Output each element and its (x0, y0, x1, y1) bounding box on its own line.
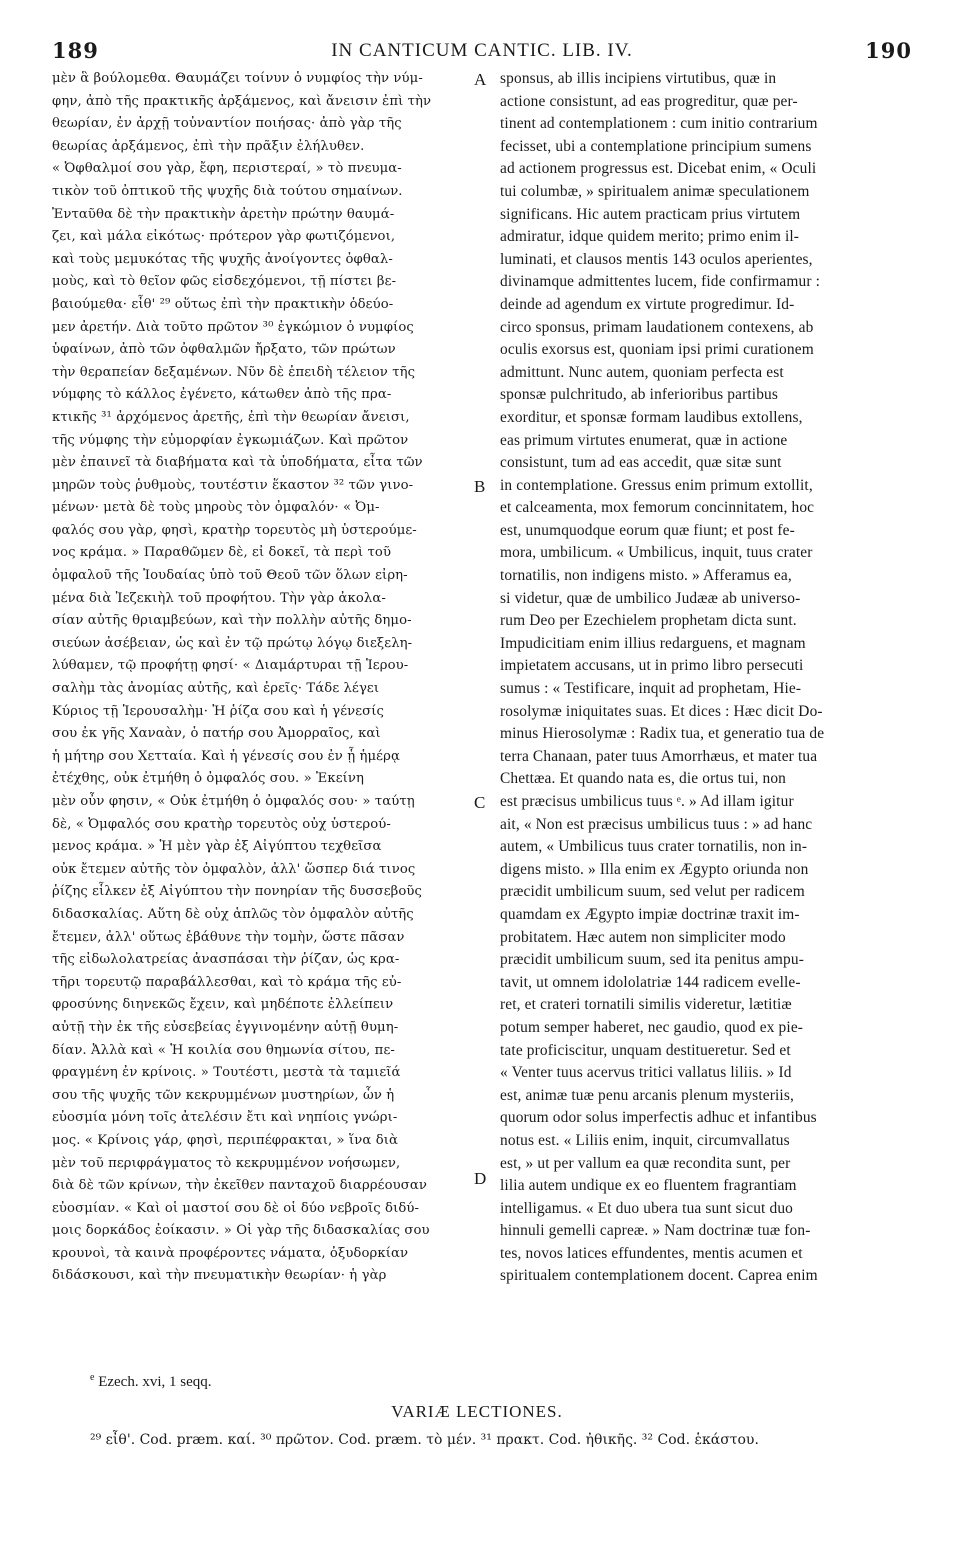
latin-column (500, 68, 912, 1288)
greek-text-line: τῆς εἰδωλολατρείας ἀνασπάσαι τὴν ῥίζαν, ὡς κρα- (52, 952, 400, 968)
greek-text-line: μὲν οὖν φησιν, « Οὐκ ἐτμήθη ὁ ὀμφαλός σου· » ταύτῃ (52, 794, 415, 809)
margin-mark-b: B (474, 477, 486, 496)
latin-text-line: ad actionem progressus est. Dicebat enim, « Oculi (500, 160, 817, 178)
latin-text-line: rum Deo per Ezechielem prophetam dicta sunt. (500, 612, 797, 630)
latin-text-line: sumus : « Testificare, inquit ad prophetam, Hie- (500, 680, 802, 698)
page-number-right: 190 (865, 38, 912, 63)
latin-text-line: actione consistunt, ad eas progreditur, quæ per- (500, 92, 798, 110)
greek-text-line: ὑφαίνων, ἀπὸ τῶν ὀφθαλμῶν ἤρξατο, τῶν πρώτων (52, 342, 396, 358)
greek-text-line: μοὺς, καὶ τὸ θεῖον φῶς εἰσδεχόμενοι, τῇ πίστει βε- (52, 274, 397, 290)
latin-text-line: præcidit umbilicum suum, sed ita penitus ampu- (500, 951, 804, 969)
latin-text-line: probitatem. Hæc autem non simpliciter modo (500, 928, 786, 946)
latin-text-line: tate proficiscitur, unquam destitueretur. Sed et (500, 1041, 791, 1059)
greek-text-line: τικὸν τοῦ ὀπτικοῦ τῆς ψυχῆς διὰ τούτου σημαίνων. (52, 183, 403, 199)
greek-text-line: ὀμφαλοῦ τῆς Ἰουδαίας ὑπὸ τοῦ Θεοῦ τῶν ὅλων εἰρη- (52, 568, 408, 584)
latin-text-line: ait, « Non est præcisus umbilicus tuus : » ad hanc (500, 815, 813, 833)
greek-text-line: δίαν. Ἀλλὰ καὶ « Ἡ κοιλία σου θημωνία σίτου, πε- (52, 1042, 395, 1058)
greek-text-line: μενος κράμα. » Ἡ μὲν γὰρ ἐξ Αἰγύπτου τεχθεῖσα (52, 839, 382, 855)
latin-text-line: potum semper haberet, nec gaudio, quod ex pie- (500, 1018, 804, 1036)
latin-text-line: et calceamenta, mox femorum concinnitatem, hoc (500, 499, 815, 517)
greek-text-line: φραγμένη ἐν κρίνοις. » Τουτέστι, μεστὰ τὰ ταμιεῖά (52, 1065, 401, 1081)
greek-text-line: ἐτέχθης, οὐκ ἐτμήθη ὁ ὀμφαλός σου. » Ἐκείνη (52, 771, 365, 787)
greek-text-line: τῆρι τορευτῷ παραβάλλεσθαι, καὶ τὸ κράμα τῆς εὐ- (52, 974, 402, 990)
latin-text-line: rosolymæ iniquitates suas. Et dices : Hæc dicit Do- (500, 702, 823, 720)
greek-text-line: διδασκαλίας. Αὕτη δὲ οὐχ ἁπλῶς τὸν ὀμφαλὸν αὐτῆς (52, 906, 414, 922)
greek-column (52, 68, 467, 1288)
greek-text-line: θεωρίαν, ἐν ἀρχῇ τοὐναντίον ποιήσας· ἀπὸ γὰρ τῆς (52, 116, 402, 132)
greek-text-line: μεν ἀρετήν. Διὰ τοῦτο πρῶτον ³⁰ ἐγκώμιον ὁ νυμφίος (52, 319, 414, 335)
latin-text-line: spiritualem contemplationem docent. Caprea enim (500, 1267, 818, 1285)
latin-text-line: est, animæ tuæ penu arcanis plenum mysteriis, (500, 1086, 794, 1104)
greek-text-line: σαλὴμ τὰς ἀνομίας αὐτῆς, καὶ ἐρεῖς· Τάδε λέγει (52, 681, 380, 697)
latin-text-line: autem, « Umbilicus tuus crater tornatilis, non in- (500, 838, 808, 856)
latin-text-line: tornatilis, non indigens misto. » Afferamus ea, (500, 567, 792, 585)
greek-text-line: Κύριος τῇ Ἱερουσαλὴμ· Ἡ ῥίζα σου καὶ ἡ γένεσίς (52, 703, 385, 719)
greek-text-line: τὴν θεραπείαν δεξαμένων. Νῦν δὲ ἐπειδὴ τέλειον τῆς (52, 364, 416, 380)
footnote-marker: e (90, 1372, 95, 1383)
greek-text-line: φην, ἀπὸ τῆς πρακτικῆς ἀρξάμενος, καὶ ἄνεισιν ἐπὶ τὴν (52, 93, 432, 109)
greek-text-line: νύμφης τὸ κάλλος ἐγένετο, κάτωθεν ἀπὸ τῆς πρα- (52, 387, 392, 403)
latin-text-line: exorditur, et sponsæ formam laudibus extollens, (500, 408, 803, 426)
latin-text-line: intelligamus. « Et duo ubera tua sunt sicut duo (500, 1199, 794, 1217)
latin-text-line: sponsæ pulchritudo, ab inferioribus partibus (500, 386, 779, 404)
greek-text-line: ζει, καὶ μάλα εἰκότως· πρότερον γὰρ φωτιζόμενοι, (52, 229, 396, 245)
greek-text-line: μένα διὰ Ἰεζεκιὴλ τοῦ προφήτου. Τὴν γὰρ ἀκολα- (52, 590, 386, 606)
latin-text-line: quorum odor solus imperfectis adhuc et infantibus (500, 1109, 817, 1127)
greek-text-line: φαλός σου γὰρ, φησὶ, κρατὴρ τορευτὸς μὴ ὑστερούμε- (52, 522, 417, 538)
latin-text-line: deinde ad agendum ex virtute progredimur. Id- (500, 295, 795, 313)
greek-text-line: εὐοσμία μόνη τοῖς ἀτελέσιν ἔτι καὶ νηπίοις γνώρι- (52, 1110, 398, 1126)
footnote-text: Ezech. xvi, 1 seqq. (98, 1374, 212, 1390)
latin-text-line: quamdam ex Ægypto impiæ doctrinæ traxit im- (500, 905, 800, 923)
latin-text-line: « Venter tuus acervus tritici vallatus liliis. » Id (500, 1064, 792, 1082)
latin-text-line: fecisset, ubi a contemplatione principium sumens (500, 137, 812, 155)
latin-text-line: tes, novos latices effundentes, mentis acumen et (500, 1244, 803, 1262)
greek-text-line: βαιούμεθα· εἶθ' ²⁹ οὕτως ἐπὶ τὴν πρακτικὴν ὁδεύο- (52, 296, 394, 312)
latin-text-line: præcidit umbilicum suum, sed velut per radicem (500, 883, 805, 901)
greek-text-line: αὐτῇ τὴν ἐκ τῆς εὐσεβείας ἐγγινομένην αὐτῇ θυμη- (52, 1019, 399, 1035)
latin-text-line: luminati, et clausos mentis 143 oculos aperientes, (500, 250, 813, 268)
latin-text-line: Chettæa. Et quando nata es, die ortus tui, non (500, 770, 787, 788)
latin-text-line: oculis exorsus est, quoniam ipsi primi curationem (500, 341, 814, 359)
latin-text-line: circo sponsus, primam laudationem contexens, ab (500, 318, 814, 336)
margin-mark-d: D (474, 1169, 487, 1188)
page-header (52, 38, 912, 66)
latin-text-line: eas primum virtutes enumerat, quæ in actione (500, 431, 788, 449)
latin-text-line: si videtur, quæ de umbilico Judææ ab universo- (500, 589, 801, 607)
greek-text-line: σου ἐκ γῆς Χαναὰν, ὁ πατήρ σου Ἀμορραῖος, καὶ (52, 726, 381, 742)
latin-text-line: digens misto. » Illa enim ex Ægypto oriunda non (500, 860, 809, 878)
latin-text-line: consistunt, tum ad eas accedit, quæ sitæ sunt (500, 454, 782, 472)
greek-text-line: ἔτεμεν, ἀλλ' οὕτως ἐβάθυνε τὴν τομὴν, ὥστε πᾶσαν (52, 929, 405, 945)
latin-text-line: terra Chanaan, pater tuus Amorrhæus, et mater tua (500, 747, 818, 765)
latin-text-line: significans. Hic autem practicam prius virtutem (500, 205, 801, 223)
greek-text-line: διὰ δὲ τῶν κρίνων, τὴν ἐκεῖθεν πανταχοῦ διαρρέουσαν (52, 1178, 427, 1194)
greek-text-line: σιεύων ἀσέβειαν, ὡς καὶ ἐν τῷ πρώτῳ λόγῳ διεξελη- (52, 635, 413, 651)
greek-text-line: φροσύνης διηνεκῶς ἔχειν, καὶ μηδέποτε ἐλλείπειν (52, 997, 394, 1013)
greek-text-line: καὶ τοὺς μεμυκότας τῆς ψυχῆς ἀνοίγοντες ὀφθαλ- (52, 251, 393, 267)
latin-text-line: est, » ut per vallum ea quæ recondita sunt, per (500, 1154, 791, 1172)
latin-text-line: divinamque admittentes lucem, fide confirmamur : (500, 273, 821, 291)
latin-text-line: est præcisus umbilicus tuus ᵉ. » Ad illam igitur (500, 793, 794, 810)
page-number-left: 189 (52, 38, 99, 63)
greek-text-line: θεωρίας ἀρξάμενος, ἐπὶ τὴν πρᾶξιν ἐλήλυθεν. (52, 138, 365, 154)
greek-text-line: λύθαμεν, τῷ προφήτῃ φησί· « Διαμάρτυραι τῇ Ἱερου- (52, 658, 409, 674)
latin-text-line: Impudicitiam enim illius redarguens, et magnam (500, 634, 806, 652)
latin-text-line: admittunt. Nunc autem, quoniam perfecta est (500, 363, 784, 381)
latin-text-line: tavit, ut omnem idololatriæ 144 radicem evelle- (500, 973, 801, 991)
greek-text-line: διδάσκουσι, καὶ τὴν πνευματικὴν θεωρίαν· ἡ γὰρ (52, 1268, 387, 1284)
footnote (90, 1372, 212, 1391)
greek-text-line: εὐοσμίαν. « Καὶ οἱ μαστοί σου δὲ οἱ δύο νεβροῖς διδύ- (52, 1200, 420, 1216)
latin-text-line: impietatem accusans, ut in primo libro persecuti (500, 657, 804, 675)
greek-text-line: Ἐνταῦθα δὲ τὴν πρακτικὴν ἀρετὴν πρώτην θαυμά- (52, 206, 395, 222)
latin-text-line: est, unumquodque eorum quæ fiunt; et post fe- (500, 521, 795, 539)
greek-text-line: μοις δορκάδος ἐοίκασιν. » Οἱ γὰρ τῆς διδασκαλίας σου (52, 1223, 430, 1239)
latin-text-line: hinnuli gemelli capreæ. » Nam doctrinæ tuæ fon- (500, 1222, 811, 1240)
running-title: IN CANTICUM CANTIC. LIB. IV. (331, 40, 633, 61)
latin-text-line: tui columbæ, » spiritualem animæ speculationem (500, 182, 810, 200)
greek-text-line: μηρῶν τοὺς ῥυθμοὺς, τουτέστιν ἕκαστον ³² τῶν γινο- (52, 477, 414, 493)
greek-text-line: μὲν ἃ βούλομεθα. Θαυμάζει τοίνυν ὁ νυμφίος τὴν νύμ- (52, 71, 423, 86)
latin-text-line: admiratur, idque quidem merito; primo enim il- (500, 228, 800, 246)
greek-text-line: μὲν τοῦ περιφράγματος τὸ κεκρυμμένον νοήσωμεν, (52, 1155, 401, 1171)
latin-text-line: mora, umbilicum. « Umbilicus, inquit, tuus crater (500, 544, 813, 562)
margin-mark-a: A (474, 70, 487, 89)
variae-lectiones-title: VARIÆ LECTIONES. (391, 1402, 563, 1421)
latin-text-line: in contemplatione. Gressus enim primum extollit, (500, 476, 813, 494)
greek-text-line: νος κράμα. » Παραθῶμεν δὲ, εἰ δοκεῖ, τὰ περὶ τοῦ (52, 545, 392, 561)
greek-text-line: μος. « Κρίνοις γάρ, φησὶ, περιπέφρακται, » ἵνα διὰ (52, 1132, 399, 1148)
greek-text-line: κρουνοὶ, τὰ καινὰ προφέροντες νάματα, ὀξυδορκίαν (52, 1245, 409, 1261)
latin-text-line: notus est. « Liliis enim, inquit, circumvallatus (500, 1131, 790, 1149)
greek-text-line: σου τῆς ψυχῆς τῶν κεκρυμμένων μυστηρίων, ὧν ἡ (52, 1087, 395, 1103)
latin-text-line: lilia autem undique ex eo fluentem fragrantiam (500, 1177, 797, 1195)
greek-text-line: δὲ, « Ὀμφαλός σου κρατὴρ τορευτὸς οὐχ ὑστερού- (52, 816, 391, 832)
latin-text-line: tinent ad contemplationem : cum initio contrarium (500, 115, 818, 133)
greek-text-line: « Ὀφθαλμοί σου γὰρ, ἔφη, περιστεραί, » τὸ πνευμα- (52, 161, 402, 177)
greek-text-line: ῥίζης εἷλκεν ἐξ Αἰγύπτου τὴν πονηρίαν τῆς δυσσεβοῦς (52, 884, 423, 900)
variae-lectiones-text: ²⁹ εἶθ'. Cod. præm. καί. ³⁰ πρῶτον. Cod. præm. τὸ μέν. ³¹ πρακτ. Cod. ἠθικῆς. ³² Cod. ἑκάστου. (90, 1432, 759, 1448)
greek-text-line: σίαν αὐτῆς θριαμβεύων, καὶ τὴν πολλὴν αὐτῆς δημο- (52, 613, 412, 629)
latin-text-line: ret, et crateri tornatili similis videretur, lætitiæ (500, 996, 792, 1014)
latin-text-line: sponsus, ab illis incipiens virtutibus, quæ in (500, 70, 777, 87)
greek-text-line: μὲν ἐπαινεῖ τὰ διαβήματα καὶ τὰ ὑποδήματα, εἶτα τῶν (52, 455, 423, 471)
greek-text-line: ἡ μήτηρ σου Χετταία. Καὶ ἡ γένεσίς σου ἐν ᾗ ἡμέρᾳ (52, 748, 400, 764)
greek-text-line: μένων· μετὰ δὲ τοὺς μηροὺς τὸν ὀμφαλόν· « Ὀμ- (52, 500, 380, 516)
greek-text-line: κτικῆς ³¹ ἀρχόμενος ἀρετῆς, ἐπὶ τὴν θεωρίαν ἄνεισι, (52, 409, 410, 425)
greek-text-line: τῆς νύμφης τὴν εὐμορφίαν ἐγκωμιάζων. Καὶ πρῶτον (52, 432, 409, 448)
margin-mark-c: C (474, 793, 486, 812)
greek-text-line: οὐκ ἔτεμεν αὐτῆς τὸν ὀμφαλὸν, ἀλλ' ὥσπερ διά τινος (52, 861, 416, 877)
latin-text-line: minus Hierosolymæ : Radix tua, et generatio tua de (500, 725, 825, 743)
